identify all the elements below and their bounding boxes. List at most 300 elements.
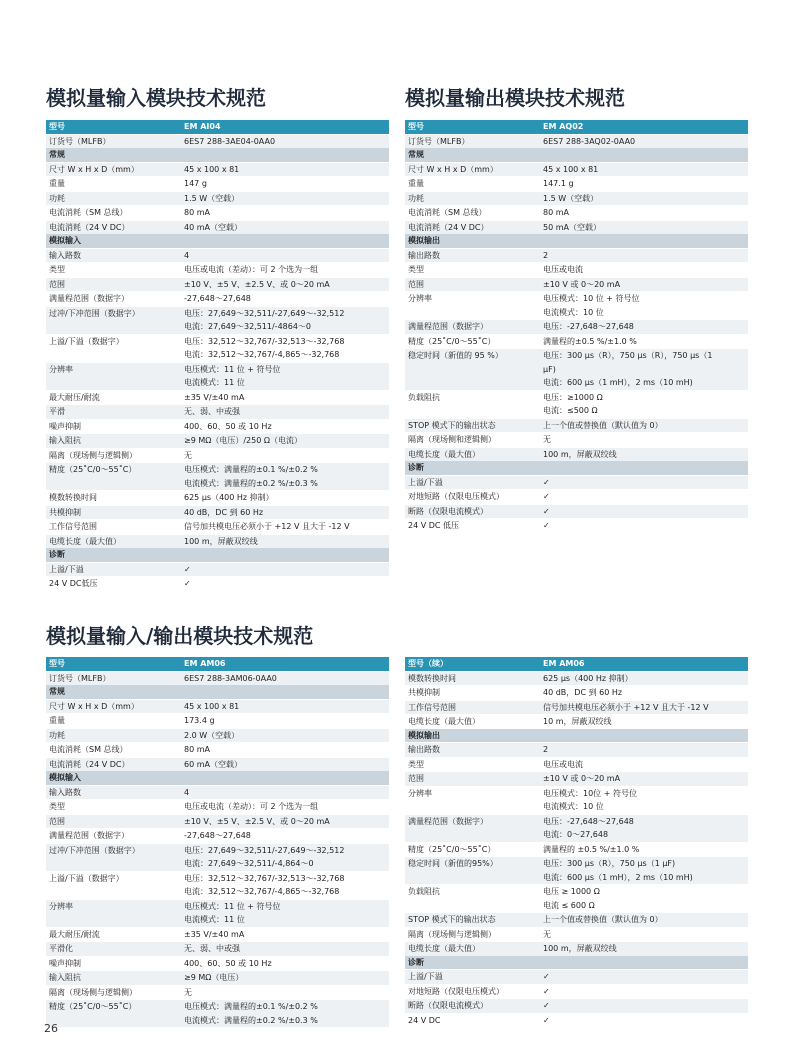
- spec-value: 400、60、50 或 10 Hz: [181, 419, 389, 434]
- spec-label: [46, 348, 181, 362]
- spec-label: 范围: [46, 814, 181, 829]
- spec-label: 精度（25˚C/0～55˚C）: [405, 334, 540, 349]
- table-row: [46, 577, 389, 591]
- spec-label: 常规: [405, 148, 540, 162]
- spec-label: 过冲/下冲范围（数据字）: [46, 843, 181, 857]
- table-row: [46, 956, 389, 971]
- spec-label: 尺寸 W x H x D（mm）: [405, 162, 540, 177]
- table-row: [405, 504, 748, 519]
- spec-value: 1.5 W（空载）: [181, 191, 389, 206]
- table-row: [46, 714, 389, 729]
- spec-label: 满量程范围（数据字）: [46, 829, 181, 844]
- spec-label: 隔离（现场侧与逻辑侧）: [405, 927, 540, 942]
- table-group-row: [46, 148, 389, 162]
- table-row: [46, 405, 389, 420]
- spec-label: 断路（仅限电流模式）: [405, 504, 540, 519]
- spec-value: 电流模式：11 位: [181, 913, 389, 927]
- table-row: [405, 404, 748, 418]
- spec-value: 电流 ≤ 600 Ω: [540, 899, 748, 913]
- spec-value: 电流模式：10 位: [540, 306, 748, 320]
- spec-label: 平滑: [46, 405, 181, 420]
- spec-value: ≥9 MΩ（电压）/250 Ω（电流）: [181, 434, 389, 449]
- spec-value: 上一个值或替换值（默认值为 0）: [540, 418, 748, 433]
- table-row: [46, 728, 389, 743]
- spec-label: 尺寸 W x H x D（mm）: [46, 162, 181, 177]
- spec-value: ✓: [540, 984, 748, 999]
- table-row: [405, 842, 748, 857]
- spec-label: 模拟输入: [46, 771, 181, 785]
- spec-value: ✓: [540, 999, 748, 1014]
- table-row: [46, 177, 389, 192]
- table-row: [405, 177, 748, 192]
- spec-value: [181, 548, 389, 562]
- spec-value: 电流：27,649～32,511/-4864～0: [181, 320, 389, 334]
- table-row: [405, 885, 748, 899]
- spec-value: 173.4 g: [181, 714, 389, 729]
- spec-value: ✓: [181, 577, 389, 591]
- spec-value: 电流：0～27,648: [540, 828, 748, 842]
- spec-value: [540, 956, 748, 970]
- spec-label: 功耗: [46, 728, 181, 743]
- spec-label: 模拟输出: [405, 729, 540, 743]
- spec-label: 精度（25˚C/0～55˚C）: [46, 1000, 181, 1014]
- spec-label: 24 V DC: [405, 1013, 540, 1027]
- spec-value: 60 mA（空载）: [181, 757, 389, 771]
- spec-table-em-ai04: [46, 120, 389, 591]
- spec-value: 6ES7 288-3AQ02-0AA0: [540, 134, 748, 148]
- spec-value: 10 m，屏蔽双绞线: [540, 715, 748, 729]
- spec-label: [405, 871, 540, 885]
- table-row: [405, 134, 748, 148]
- table-row: [405, 913, 748, 928]
- spec-value: 电流：600 μs（1 mH），2 ms（10 mH): [540, 871, 748, 885]
- table-row: [405, 686, 748, 701]
- spec-label: 精度（25˚C/0～55˚C）: [46, 463, 181, 477]
- spec-value: 电流：27,649～32,511/-4,864～0: [181, 857, 389, 871]
- table-group-row: [405, 956, 748, 970]
- table-row: [46, 263, 389, 278]
- table-row: [405, 263, 748, 278]
- table-row: [46, 520, 389, 535]
- spec-label: 上溢/下溢: [46, 562, 181, 577]
- table-row: [405, 277, 748, 292]
- spec-label: 对地短路（仅限电压模式）: [405, 984, 540, 999]
- spec-value: 无: [181, 985, 389, 1000]
- spec-value: 电压或电流: [540, 263, 748, 278]
- table-row: [46, 857, 389, 871]
- spec-value: 电压 ≥ 1000 Ω: [540, 885, 748, 899]
- table-row: [46, 971, 389, 986]
- spec-table-em-am06-continued: [405, 657, 748, 1027]
- spec-label: 电流消耗（SM 总线）: [405, 206, 540, 221]
- spec-label: 共模抑制: [405, 686, 540, 701]
- spec-label: [46, 320, 181, 334]
- table-row: [46, 785, 389, 800]
- spec-label: 分辨率: [405, 786, 540, 800]
- spec-value: 电压：≥1000 Ω: [540, 390, 748, 404]
- table-row: [46, 491, 389, 506]
- spec-label: 24 V DC 低压: [405, 519, 540, 533]
- spec-value: [181, 685, 389, 699]
- spec-value: [540, 461, 748, 475]
- table-row: [46, 699, 389, 714]
- spec-value: ✓: [540, 475, 748, 490]
- spec-label: 噪声抑制: [46, 956, 181, 971]
- table-row: [405, 828, 748, 842]
- spec-value: EM AM06: [540, 657, 748, 671]
- spec-label: 最大耐压/耐流: [46, 390, 181, 405]
- spec-label: 满量程范围（数据字）: [405, 814, 540, 828]
- table-header-row: [405, 120, 748, 134]
- spec-label: 输出路数: [405, 248, 540, 263]
- spec-label: [405, 306, 540, 320]
- spec-label: 型号（续）: [405, 657, 540, 671]
- spec-label: 隔离（现场侧与逻辑侧）: [46, 985, 181, 1000]
- spec-value: 625 μs（400 Hz 抑制）: [540, 671, 748, 686]
- spec-value: 4: [181, 248, 389, 263]
- spec-value: 80 mA: [540, 206, 748, 221]
- table-row: [405, 927, 748, 942]
- table-row: [46, 220, 389, 234]
- table-row: [405, 191, 748, 206]
- spec-value: 电流模式：10 位: [540, 800, 748, 814]
- spec-value: 1.5 W（空载）: [540, 191, 748, 206]
- spec-value: 无: [181, 448, 389, 463]
- table-row: [46, 913, 389, 927]
- table-row: [405, 871, 748, 885]
- spec-label: 输入阻抗: [46, 434, 181, 449]
- table-row: [405, 248, 748, 263]
- spec-label: 输入路数: [46, 785, 181, 800]
- spec-label: 噪声抑制: [46, 419, 181, 434]
- spec-value: 无、弱、中或强: [181, 405, 389, 420]
- table-row: [405, 376, 748, 390]
- spec-label: 范围: [405, 277, 540, 292]
- spec-label: [405, 404, 540, 418]
- spec-value: [181, 234, 389, 248]
- table-row: [405, 970, 748, 985]
- spec-value: EM AM06: [181, 657, 389, 671]
- table-row: [46, 843, 389, 857]
- table-row: [46, 942, 389, 957]
- spec-value: 无、弱、中或强: [181, 942, 389, 957]
- spec-label: 上溢/下溢: [405, 475, 540, 490]
- table-row: [46, 477, 389, 491]
- spec-value: [540, 234, 748, 248]
- table-row: [405, 984, 748, 999]
- table-row: [405, 306, 748, 320]
- table-group-row: [46, 771, 389, 785]
- spec-value: 无: [540, 433, 748, 448]
- table-row: [405, 475, 748, 490]
- section-title-analog-io: 模拟量输入/输出模块技术规范: [46, 624, 314, 648]
- spec-label: 重量: [46, 177, 181, 192]
- table-row: [405, 743, 748, 758]
- table-row: [46, 277, 389, 292]
- table-row: [405, 899, 748, 913]
- spec-value: 2.0 W（空载）: [181, 728, 389, 743]
- table-row: [46, 1000, 389, 1014]
- spec-label: 类型: [405, 263, 540, 278]
- table-row: [46, 800, 389, 815]
- spec-label: 电流消耗（SM 总线）: [46, 206, 181, 221]
- spec-value: 40 mA（空载）: [181, 220, 389, 234]
- spec-value: 电流：≤500 Ω: [540, 404, 748, 418]
- spec-label: [405, 828, 540, 842]
- spec-value: 电压或电流（差动）：可 2 个选为一组: [181, 263, 389, 278]
- table-row: [46, 1014, 389, 1028]
- spec-label: [46, 1014, 181, 1028]
- spec-value: -27,648～27,648: [181, 829, 389, 844]
- spec-label: 隔离（现场侧和逻辑侧）: [405, 433, 540, 448]
- spec-value: 147.1 g: [540, 177, 748, 192]
- table-row: [46, 671, 389, 685]
- spec-value: 信号加共模电压必须小于 +12 V 且大于 -12 V: [540, 700, 748, 715]
- spec-label: STOP 模式下的输出状态: [405, 418, 540, 433]
- spec-value: 4: [181, 785, 389, 800]
- table-row: [46, 162, 389, 177]
- spec-value: 2: [540, 743, 748, 758]
- spec-value: [540, 148, 748, 162]
- spec-value: 80 mA: [181, 206, 389, 221]
- table-row: [46, 985, 389, 1000]
- spec-value: 2: [540, 248, 748, 263]
- table-row: [46, 320, 389, 334]
- spec-label: 诊断: [405, 461, 540, 475]
- spec-value: 50 mA（空载）: [540, 220, 748, 234]
- table-row: [46, 505, 389, 520]
- table-row: [46, 334, 389, 348]
- spec-value: 电压：300 μs（R），750 μs（1 μF): [540, 857, 748, 871]
- table-row: [405, 1013, 748, 1027]
- table-group-row: [405, 729, 748, 743]
- spec-label: 范围: [46, 277, 181, 292]
- spec-value: [540, 729, 748, 743]
- spec-value: 电压：300 μs（R），750 μs（R），750 μs（1: [540, 349, 748, 363]
- spec-label: 模数转换时间: [405, 671, 540, 686]
- spec-label: 电缆长度（最大值）: [405, 447, 540, 461]
- spec-value: 100 m，屏蔽双绞线: [181, 534, 389, 548]
- spec-label: [46, 857, 181, 871]
- spec-value: 满量程的±0.5 %/±1.0 %: [540, 334, 748, 349]
- table-row: [46, 248, 389, 263]
- table-row: [46, 743, 389, 758]
- section-title-analog-input: 模拟量输入模块技术规范: [46, 86, 266, 110]
- table-row: [46, 306, 389, 320]
- table-row: [405, 857, 748, 871]
- spec-label: 重量: [46, 714, 181, 729]
- spec-value: 45 x 100 x 81: [181, 162, 389, 177]
- table-row: [405, 772, 748, 787]
- table-row: [46, 829, 389, 844]
- spec-value: 信号加共模电压必须小于 +12 V 且大于 -12 V: [181, 520, 389, 535]
- table-row: [405, 814, 748, 828]
- spec-value: 电压：27,649～32,511/-27,649～-32,512: [181, 843, 389, 857]
- spec-label: 稳定时间（新值的95%）: [405, 857, 540, 871]
- table-row: [405, 700, 748, 715]
- spec-label: 隔离（现场侧与逻辑侧）: [46, 448, 181, 463]
- spec-value: 电压或电流: [540, 757, 748, 772]
- spec-value: 上一个值或替换值（默认值为 0）: [540, 913, 748, 928]
- table-row: [46, 191, 389, 206]
- table-row: [405, 715, 748, 729]
- spec-table-em-aq02: [405, 120, 748, 533]
- spec-label: 电缆长度（最大值）: [46, 534, 181, 548]
- spec-value: 40 dB，DC 到 60 Hz: [540, 686, 748, 701]
- spec-label: 过冲/下冲范围（数据字）: [46, 306, 181, 320]
- table-row: [46, 562, 389, 577]
- table-row: [405, 671, 748, 686]
- table-row: [405, 418, 748, 433]
- table-row: [46, 871, 389, 885]
- spec-value: ≥9 MΩ（电压）: [181, 971, 389, 986]
- spec-label: [46, 477, 181, 491]
- spec-label: 满量程范围（数据字）: [405, 320, 540, 335]
- spec-label: 输出路数: [405, 743, 540, 758]
- table-row: [405, 162, 748, 177]
- spec-value: [181, 148, 389, 162]
- spec-value: 40 dB，DC 到 60 Hz: [181, 505, 389, 520]
- table-row: [405, 490, 748, 505]
- table-row: [46, 390, 389, 405]
- spec-value: 电压模式：满量程的±0.1 %/±0.2 %: [181, 463, 389, 477]
- spec-label: 精度（25˚C/0～55˚C）: [405, 842, 540, 857]
- table-group-row: [46, 685, 389, 699]
- spec-value: 电压：-27,648～27,648: [540, 320, 748, 335]
- spec-label: 范围: [405, 772, 540, 787]
- table-header-row: [46, 120, 389, 134]
- spec-value: 45 x 100 x 81: [540, 162, 748, 177]
- spec-value: 电流：600 μs（1 mH），2 ms（10 mH): [540, 376, 748, 390]
- spec-label: 型号: [46, 657, 181, 671]
- spec-value: 电流：32,512～32,767/-4,865～-32,768: [181, 885, 389, 899]
- spec-value: 147 g: [181, 177, 389, 192]
- spec-label: 订货号（MLFB）: [405, 134, 540, 148]
- spec-label: 功耗: [46, 191, 181, 206]
- spec-value: 电压：27,649～32,511/-27,649～-32,512: [181, 306, 389, 320]
- table-row: [405, 757, 748, 772]
- spec-value: ✓: [540, 1013, 748, 1027]
- spec-label: 模拟输入: [46, 234, 181, 248]
- spec-value: ✓: [540, 490, 748, 505]
- spec-label: 电流消耗（24 V DC）: [46, 220, 181, 234]
- table-header-row: [405, 657, 748, 671]
- table-row: [46, 448, 389, 463]
- table-row: [405, 942, 748, 956]
- spec-label: 模数转换时间: [46, 491, 181, 506]
- spec-value: -27,648～27,648: [181, 292, 389, 307]
- spec-label: 平滑化: [46, 942, 181, 957]
- table-row: [46, 206, 389, 221]
- spec-value: 400、60、50 或 10 Hz: [181, 956, 389, 971]
- table-row: [405, 433, 748, 448]
- spec-label: 电流消耗（SM 总线）: [46, 743, 181, 758]
- spec-value: 100 m，屏蔽双绞线: [540, 447, 748, 461]
- spec-value: ✓: [540, 504, 748, 519]
- table-row: [405, 800, 748, 814]
- table-row: [46, 814, 389, 829]
- spec-value: ±10 V、±5 V、±2.5 V、或 0～20 mA: [181, 814, 389, 829]
- table-row: [46, 927, 389, 942]
- spec-label: 常规: [46, 148, 181, 162]
- spec-label: [405, 899, 540, 913]
- spec-label: 类型: [46, 263, 181, 278]
- spec-label: 最大耐压/耐流: [46, 927, 181, 942]
- spec-value: ±35 V/±40 mA: [181, 927, 389, 942]
- table-header-row: [46, 657, 389, 671]
- table-row: [46, 434, 389, 449]
- spec-label: [405, 800, 540, 814]
- spec-label: [46, 376, 181, 390]
- table-row: [46, 362, 389, 376]
- spec-label: 尺寸 W x H x D（mm）: [46, 699, 181, 714]
- section-title-analog-output: 模拟量输出模块技术规范: [405, 86, 625, 110]
- spec-label: 重量: [405, 177, 540, 192]
- spec-label: 分辨率: [46, 362, 181, 376]
- spec-label: 类型: [46, 800, 181, 815]
- spec-value: ±10 V 或 0～20 mA: [540, 277, 748, 292]
- table-group-row: [46, 548, 389, 562]
- table-row: [46, 419, 389, 434]
- spec-label: 分辨率: [46, 899, 181, 913]
- spec-label: 分辨率: [405, 292, 540, 306]
- spec-label: STOP 模式下的输出状态: [405, 913, 540, 928]
- spec-value: 电压模式：满量程的±0.1 %/±0.2 %: [181, 1000, 389, 1014]
- table-row: [46, 899, 389, 913]
- spec-value: 电流模式：满量程的±0.2 %/±0.3 %: [181, 477, 389, 491]
- spec-label: 负载阻抗: [405, 390, 540, 404]
- spec-label: 订货号（MLFB）: [46, 671, 181, 685]
- spec-label: 输入阻抗: [46, 971, 181, 986]
- table-row: [405, 320, 748, 335]
- spec-value: 电压模式：11 位 + 符号位: [181, 362, 389, 376]
- spec-label: 满量程范围（数据字）: [46, 292, 181, 307]
- spec-label: 工作信号范围: [405, 700, 540, 715]
- spec-label: 模拟输出: [405, 234, 540, 248]
- spec-label: 诊断: [46, 548, 181, 562]
- table-row: [46, 757, 389, 771]
- spec-label: 电流消耗（24 V DC）: [46, 757, 181, 771]
- table-row: [405, 349, 748, 363]
- spec-label: 常规: [46, 685, 181, 699]
- table-row: [405, 447, 748, 461]
- spec-label: 电流消耗（24 V DC）: [405, 220, 540, 234]
- spec-value: 电压模式：10位 + 符号位: [540, 786, 748, 800]
- spec-value: μF): [540, 363, 748, 377]
- spec-value: 电压模式：10 位 + 符号位: [540, 292, 748, 306]
- table-row: [405, 334, 748, 349]
- spec-label: 订货号（MLFB）: [46, 134, 181, 148]
- spec-label: [405, 376, 540, 390]
- spec-value: 满量程的 ±0.5 %/±1.0 %: [540, 842, 748, 857]
- table-group-row: [46, 234, 389, 248]
- table-row: [405, 220, 748, 234]
- spec-label: 工作信号范围: [46, 520, 181, 535]
- spec-label: 上溢/下溢: [405, 970, 540, 985]
- spec-label: [46, 885, 181, 899]
- spec-label: 类型: [405, 757, 540, 772]
- spec-label: 上溢/下溢（数据字）: [46, 871, 181, 885]
- spec-label: 共模抑制: [46, 505, 181, 520]
- spec-value: 电流模式：11 位: [181, 376, 389, 390]
- table-group-row: [405, 148, 748, 162]
- spec-value: ✓: [181, 562, 389, 577]
- spec-label: 型号: [405, 120, 540, 134]
- spec-label: 负载阻抗: [405, 885, 540, 899]
- table-row: [46, 376, 389, 390]
- spec-label: 诊断: [405, 956, 540, 970]
- spec-label: 上溢/下溢（数据字）: [46, 334, 181, 348]
